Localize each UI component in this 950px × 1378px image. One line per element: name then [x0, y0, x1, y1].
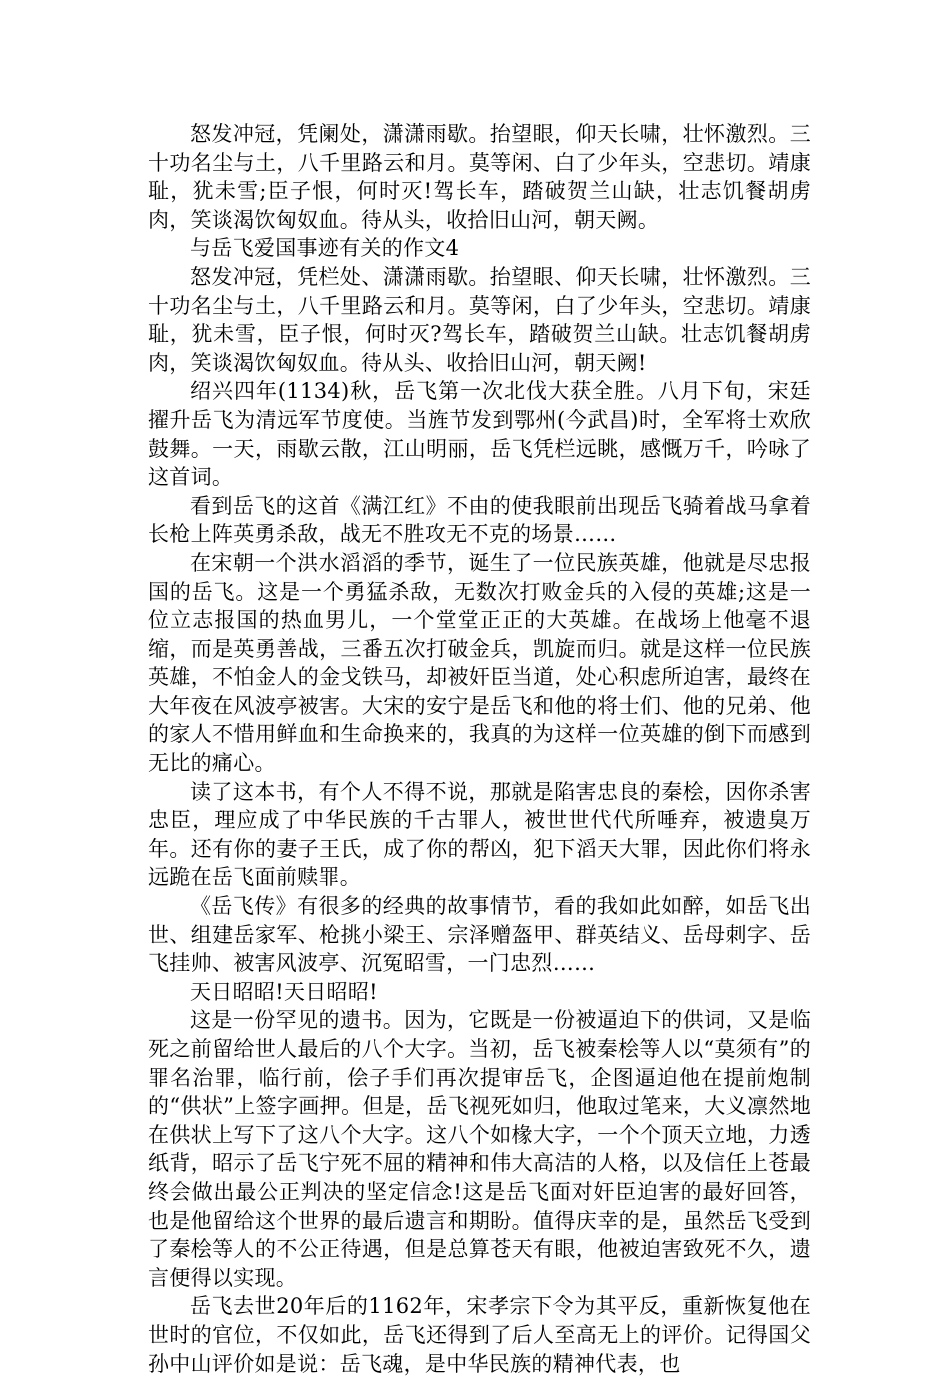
last-words-line: 天日昭昭!天日昭昭!: [190, 979, 378, 1004]
rehabilitation-paragraph: 岳飞去世20年后的1162年，宋孝宗下令为其平反，重新恢复他在世时的官位，不仅如此，岳飞还得到了后人至高无上的评价。记得国父孙中山评价如是说：岳飞魂，是中华民族的精神代表，也: [148, 1294, 811, 1376]
impression-paragraph: 看到岳飞的这首《满江红》不由的使我眼前出现岳飞骑着战马拿着长枪上阵英勇杀敌，战无不胜攻无不克的场景……: [148, 493, 811, 547]
hero-paragraph: 在宋朝一个洪水滔滔的季节，诞生了一位民族英雄，他就是尽忠报国的岳飞。这是一个勇猛杀敌，无数次打败金兵的入侵的英雄;这是一位立志报国的热血男儿，一个堂堂正正的大英雄。在战场上他毫不退缩，而是英勇善战，三番五次打破金兵，凯旋而归。就是这样一位民族英雄，不怕金人的金戈铁马，却被奸臣当道，处心积虑所迫害，最终在大年夜在风波亭被害。大宋的安宁是岳飞和他的将士们、他的兄弟、他的家人不惜用鲜血和生命换来的，我真的为这样一位英雄的倒下而感到无比的痛心。: [148, 550, 811, 776]
background-paragraph: 绍兴四年(1134)秋，岳飞第一次北伐大获全胜。八月下旬，宋廷擢升岳飞为清远军节度使。当旌节发到鄂州(今武昌)时，全军将士欢欣鼓舞。一天，雨歇云散，江山明丽，岳飞凭栏远眺，感慨万千，吟咏了这首词。: [148, 379, 811, 490]
document-body: [148, 120, 811, 1378]
section-heading: 与岳飞爱国事迹有关的作文4: [190, 236, 460, 261]
qin-hui-paragraph: 读了这本书，有个人不得不说，那就是陷害忠良的秦桧，因你杀害忠臣，理应成了中华民族的千古罪人，被世世代代所唾弃，被遗臭万年。还有你的妻子王氏，成了你的帮凶，犯下滔天大罪，因此你们将永远跪在岳飞面前赎罪。: [148, 779, 811, 890]
stories-paragraph: 《岳飞传》有很多的经典的故事情节，看的我如此如醉，如岳飞出世、组建岳家军、枪挑小梁王、宗泽赠盔甲、群英结义、岳母刺字、岳飞挂帅、被害风波亭、沉冤昭雪，一门忠烈……: [148, 894, 811, 976]
poem-paragraph-repeat: 怒发冲冠，凭栏处、潇潇雨歇。抬望眼、仰天长啸，壮怀激烈。三十功名尘与土，八千里路云和月。莫等闲，白了少年头，空悲切。靖康耻，犹未雪，臣子恨，何时灭?驾长车，踏破贺兰山缺。壮志饥餐胡虏肉，笑谈渴饮匈奴血。待从头、收拾旧山河，朝天阙!: [148, 264, 811, 375]
poem-paragraph: 怒发冲冠，凭阑处，潇潇雨歇。抬望眼，仰天长啸，壮怀激烈。三十功名尘与土，八千里路云和月。莫等闲、白了少年头，空悲切。靖康耻，犹未雪;臣子恨，何时灭!驾长车，踏破贺兰山缺，壮志饥餐胡虏肉，笑谈渴饮匈奴血。待从头，收拾旧山河，朝天阙。: [148, 122, 811, 232]
testament-paragraph: 这是一份罕见的遗书。因为，它既是一份被逼迫下的供词，又是临死之前留给世人最后的八个大字。当初，岳飞被秦桧等人以“莫须有”的罪名治罪，临行前，侩子手们再次提审岳飞，企图逼迫他在提前炮制的“供状”上签字画押。但是，岳飞视死如归，他取过笔来，大义凛然地在供状上写下了这八个大字。这八个如椽大字，一个个顶天立地，力透纸背，昭示了岳飞宁死不屈的精神和伟大高洁的人格，以及信任上苍最终会做出最公正判决的坚定信念!这是岳飞面对奸臣迫害的最好回答，也是他留给这个世界的最后遗言和期盼。值得庆幸的是，虽然岳飞受到了秦桧等人的不公正待遇，但是总算苍天有眼，他被迫害致死不久，遗言便得以实现。: [148, 1008, 811, 1290]
